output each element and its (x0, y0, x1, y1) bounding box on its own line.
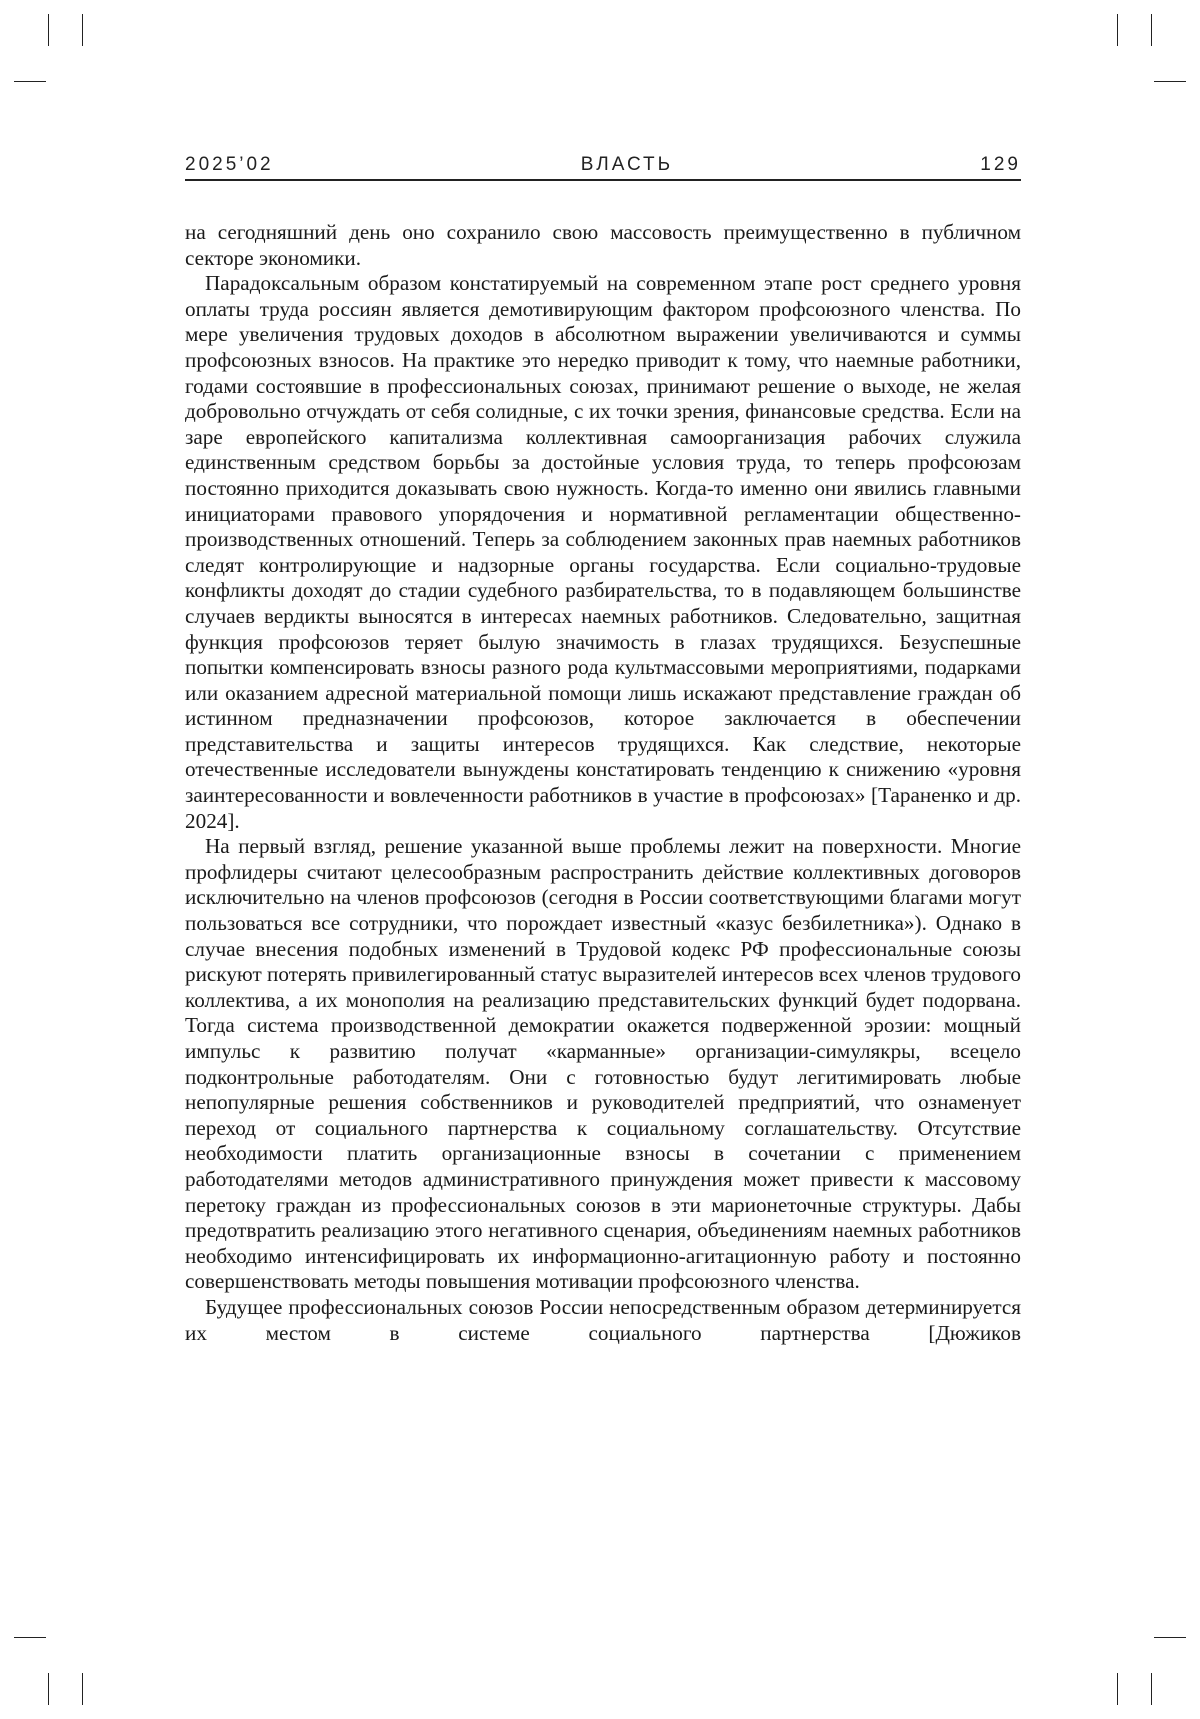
crop-mark-top-right-horizontal (1154, 81, 1186, 82)
paragraph: Будущее профессиональных союзов России непосредственным образом детерминируется их местом в системе социального партнерства [Дюжиков (185, 1294, 1021, 1345)
crop-mark-top-right-vertical-inner (1117, 14, 1118, 46)
crop-mark-bottom-right-vertical (1151, 1673, 1152, 1705)
crop-mark-top-left-vertical (48, 14, 49, 46)
crop-mark-top-left-horizontal (14, 81, 46, 82)
crop-mark-top-left-vertical-inner (82, 14, 83, 46)
crop-mark-bottom-right-vertical-inner (1117, 1673, 1118, 1705)
article-body (185, 220, 1021, 1346)
crop-mark-bottom-left-horizontal (14, 1637, 46, 1638)
crop-mark-bottom-left-vertical-inner (82, 1673, 83, 1705)
header-rule (185, 179, 1021, 181)
paragraph: На первый взгляд, решение указанной выше проблемы лежит на поверхности. Многие профлидеры считают целесообразным распространить действие коллективных договоров исключительно на членов профсоюзов (сегодня в России соответствующими благами могут пользоваться все сотрудники, что порождает известный «казус безбилетника»). Однако в случае внесения подобных изменений в Трудовой кодекс РФ профессиональные союзы рискуют потерять привилегированный статус выразителей интересов всех членов трудового коллектива, а их монополия на реализацию представительских функций будет подорвана. Тогда система производственной демократии окажется подверженной эрозии: мощный импульс к развитию получат «карманные» организации-симулякры, всецело подконтрольные работодателям. Они с готовностью будут легитимировать любые непопулярные решения собственников и руководителей предприятий, что ознаменует переход от социального партнерства к социальному соглашательству. Отсутствие необходимости платить организационные взносы в сочетании с применением работодателями методов административного принуждения может привести к массовому перетоку граждан из профессиональных союзов в эти марионеточные структуры. Дабы предотвратить реализацию этого негативного сценария, объединениям наемных работников необходимо интенсифицировать их информационно-агитационную работу и постоянно совершенствовать методы повышения мотивации профсоюзного членства. (185, 834, 1021, 1294)
crop-mark-bottom-left-vertical (48, 1673, 49, 1705)
journal-title: ВЛАСТЬ (580, 154, 674, 175)
running-head (185, 151, 1021, 179)
paragraph: Парадоксальным образом констатируемый на современном этапе рост среднего уровня оплаты труда россиян является демотивирующим фактором профсоюзного членства. По мере увеличения трудовых доходов в абсолютном выражении увеличиваются и суммы профсоюзных взносов. На практике это нередко приводит к тому, что наемные работники, годами состоявшие в профессиональных союзах, принимают решение о выходе, не желая добровольно отчуждать от себя солидные, с их точки зрения, финансовые средства. Если на заре европейского капитализма коллективная самоорганизация рабочих служила единственным средством борьбы за достойные условия труда, то теперь профсоюзам постоянно приходится доказывать свою нужность. Когда-то именно они явились главными инициаторами правового упорядочения и нормативной регламентации общественно-производственных отношений. Теперь за соблюдением законных прав наемных работников следят контролирующие и надзорные органы государства. Если социально-трудовые конфликты доходят до стадии судебного разбирательства, то в подавляющем большинстве случаев вердикты выносятся в интересах наемных работников. Следовательно, защитная функция профсоюзов теряет былую значимость в глазах трудящихся. Безуспешные попытки компенсировать взносы разного рода культмассовыми мероприятиями, подарками или оказанием адресной материальной помощи лишь искажают представление граждан об истинном предназначении профсоюзов, которое заключается в обеспечении представительства и защиты интересов трудящихся. Как следствие, некоторые отечественные исследователи вынуждены констатировать тенденцию к снижению «уровня заинтересованности и вовлеченности работников в участие в профсоюзах» [Тараненко и др. 2024]. (185, 271, 1021, 833)
page-number: 129 (980, 154, 1021, 175)
paragraph: на сегодняшний день оно сохранило свою массовость преимущественно в публичном секторе экономики. (185, 220, 1021, 270)
crop-mark-top-right-vertical (1151, 14, 1152, 46)
crop-mark-bottom-right-horizontal (1154, 1637, 1186, 1638)
issue-number: 2025’02 (185, 154, 274, 175)
